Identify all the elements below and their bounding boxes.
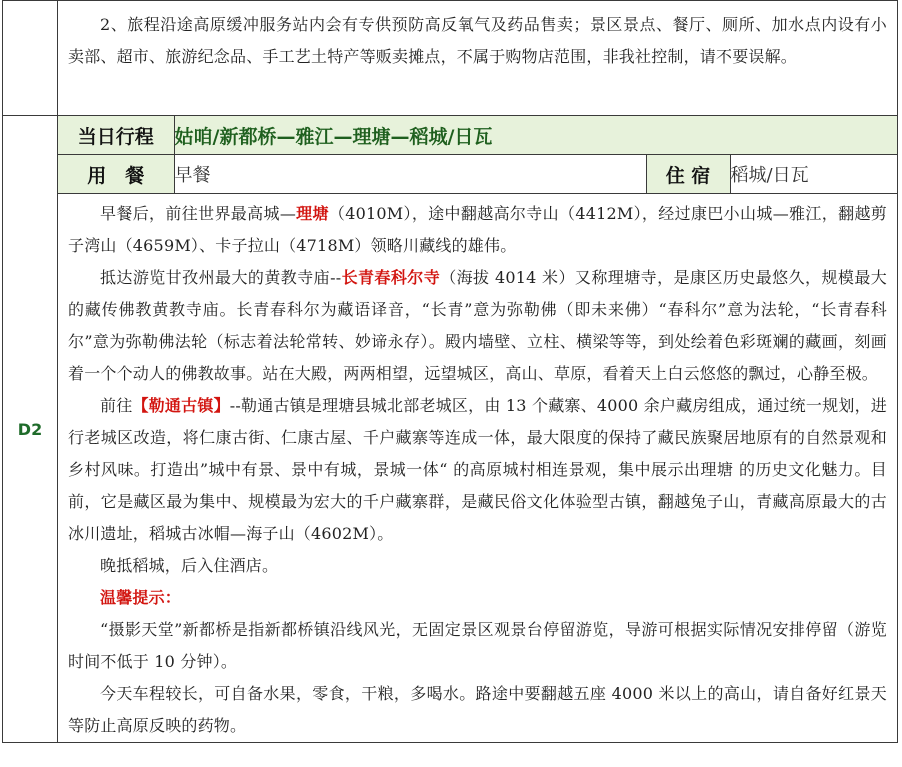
itinerary-table	[2, 0, 898, 743]
day-header-table	[58, 116, 897, 194]
highlight-monastery: 长青春科尔寺	[341, 268, 441, 287]
day-label: D2	[3, 116, 58, 743]
p1-text-b: （4010M），途中翻越高尔寺山（4412M），经过康巴小山城—雅江，翻越剪子湾山（4659M）、卡子拉山（4718M）领略川藏线的雄伟。	[68, 204, 887, 255]
p3-text-b: --勒通古镇是理塘县城北部老城区，由 13 个藏寨、4000 余户藏房组成，通过统一规划，进行老城区改造，将仁康古街、仁康古屋、千户藏寨等连成一体，最大限度的保持了藏民族聚居地原有的自然景观和乡村风味。打造出”城中有景、景中有城，景城一体“ 的高原城村相连景观，集中展示出理塘 的历史文化魅力。目前，它是藏区最为集中、规模最为宏大的千户藏寨群，是藏民俗文化体验型古镇，翻越兔子山，青藏高原最大的古冰川遗址，稻城古冰帽—海子山（4602M）。	[68, 396, 887, 543]
paragraph-monastery	[68, 262, 887, 390]
paragraph-litang	[68, 198, 887, 262]
day-content-cell	[58, 116, 898, 743]
day-row	[3, 116, 898, 743]
p2-text-a: 抵达游览甘孜州最大的黄教寺庙--	[100, 268, 342, 287]
tip-photography: “摄影天堂”新都桥是指新都桥镇沿线风光，无固定景区观景台停留游览，导游可根据实际情况安排停留（游览时间不低于 10 分钟）。	[68, 620, 887, 671]
p1-text-a: 早餐后，前往世界最高城—	[100, 204, 297, 223]
highlight-litang: 理塘	[296, 204, 329, 223]
highlight-letong: 【勒通古镇】	[132, 396, 230, 415]
itinerary-row	[58, 116, 897, 155]
stay-value: 稻城/日瓦	[730, 155, 897, 194]
top-note-row	[3, 1, 898, 116]
paragraph-arrival: 晚抵稻城，后入住酒店。	[100, 556, 279, 575]
p3-text-a: 前往	[100, 396, 133, 415]
paragraph-letong	[68, 390, 887, 550]
tip-altitude: 今天车程较长，可自备水果，零食，干粮，多喝水。路途中要翻越五座 4000 米以上的高山，请自备好红景天等防止高原反映的药物。	[68, 684, 887, 735]
p2-text-b: （海拔 4014 米）又称理塘寺，是康区历史最悠久，规模最大的藏传佛教黄教寺庙。长青春科尔为藏语译音，“长青”意为弥勒佛（即未来佛）“春科尔”意为法轮，“长青春科尔”意为弥勒佛法轮（标志着法轮常转、妙谛永存）。殿内墙壁、立柱、横梁等等，到处绘着色彩斑斓的藏画，刻画着一个个动人的佛教故事。站在大殿，两两相望，远望城区，高山、草原，看着天上白云悠悠的飘过，心静至极。	[68, 268, 887, 383]
day-cell-empty	[3, 1, 58, 116]
meal-stay-row	[58, 155, 897, 194]
top-note-text: 2、旅程沿途高原缓冲服务站内会有专供预防高反氧气及药品售卖；景区景点、餐厅、厕所、加水点内设有小卖部、超市、旅游纪念品、手工艺土特产等贩卖摊点，不属于购物店范围，非我社控制，请不要误解。	[68, 15, 887, 66]
meal-value: 早餐	[174, 155, 646, 194]
top-note-cell	[58, 1, 898, 116]
route-text: 姑咱/新都桥—雅江—理塘—稻城/日瓦	[174, 116, 897, 155]
itinerary-label: 当日行程	[58, 116, 174, 155]
stay-label: 住 宿	[646, 155, 730, 194]
tip-title: 温馨提示：	[100, 588, 182, 607]
day-description	[58, 194, 897, 742]
meal-label: 用 餐	[58, 155, 174, 194]
